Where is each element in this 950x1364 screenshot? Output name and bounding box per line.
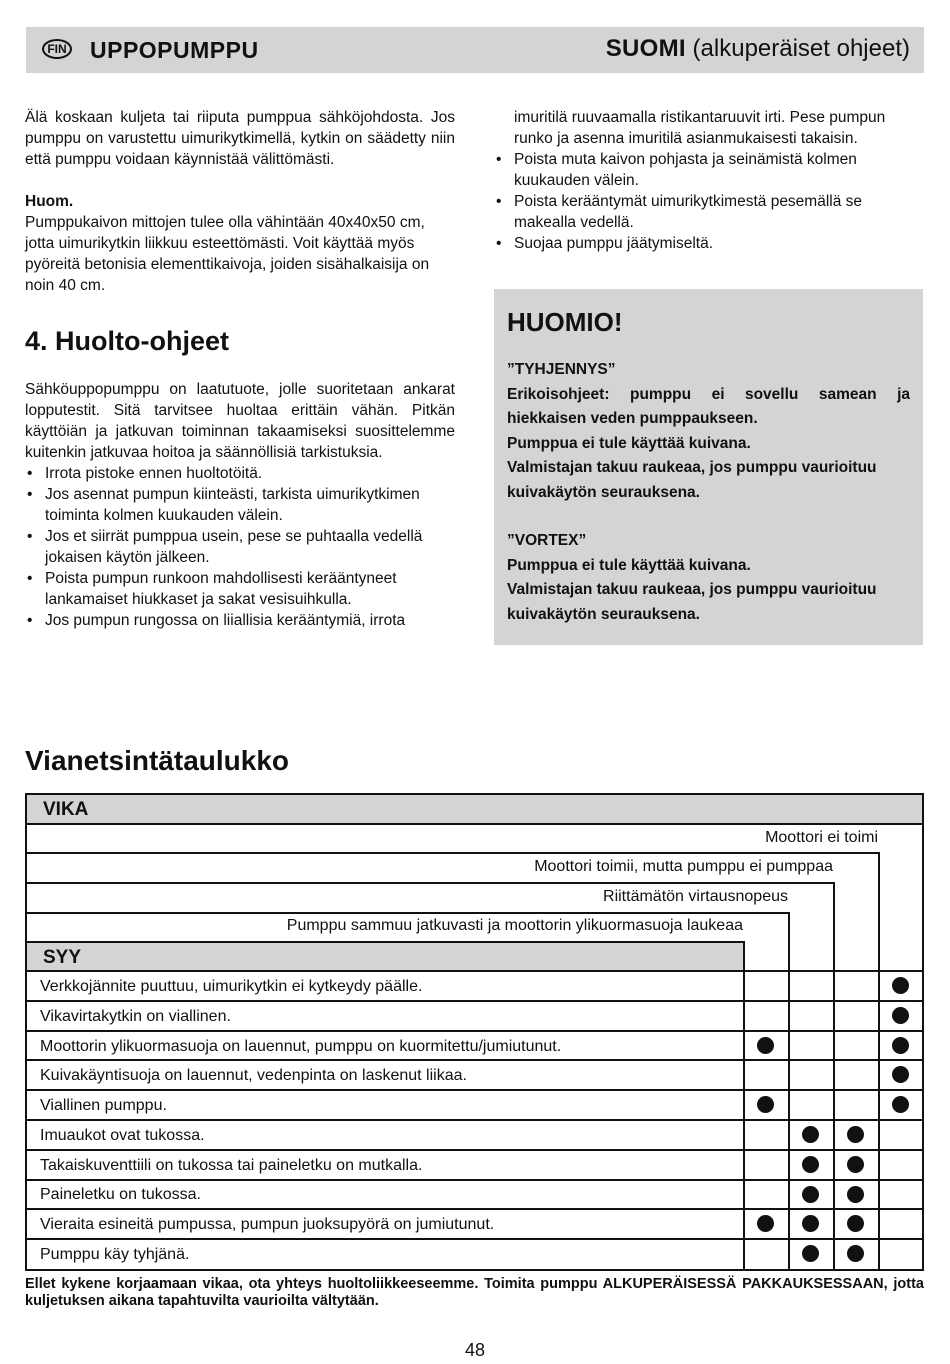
grid-line xyxy=(25,852,878,854)
note-title: Huom. xyxy=(25,193,74,210)
mark-dot xyxy=(892,1096,909,1113)
tyhjennys-label: ”TYHJENNYS” xyxy=(507,361,616,378)
grid-line xyxy=(833,882,835,1271)
tyhjennys-line: Pumppua ei tule käyttää kuivana. xyxy=(507,434,751,452)
list-item: • Jos pumpun rungossa on liiallisia kerääntymiä, irrota xyxy=(25,610,455,631)
note-text: Pumppukaivon mittojen tulee olla vähintään 40x40x50 cm, jotta uimurikytkin liikkuu esteettömästi. Voit käyttää myös pyöreitä betonisia elementtikaivoja, joiden sisähalkaisija on noin 40 cm. xyxy=(25,214,430,294)
grid-line xyxy=(25,1149,924,1151)
grid-line xyxy=(25,1179,924,1181)
list-item: • Poista muta kaivon pohjasta ja seinämistä kolmen kuukauden välein. xyxy=(494,149,924,191)
cause-label: Verkkojännite puuttuu, uimurikytkin ei kytkeydy päälle. xyxy=(40,978,423,995)
grid-line xyxy=(25,941,745,943)
grid-line xyxy=(25,912,788,914)
grid-line xyxy=(25,882,833,884)
maintenance-list xyxy=(25,463,455,631)
left-column-top xyxy=(25,107,455,296)
fault-label: Pumppu sammuu jatkuvasti ja moottorin ylikuormasuoja laukeaa xyxy=(286,917,743,934)
right-column xyxy=(494,107,924,254)
cause-label: Vikavirtakytkin on viallinen. xyxy=(40,1008,231,1025)
table-border-left xyxy=(25,793,27,1271)
mark-dot xyxy=(847,1126,864,1143)
product-title: UPPOPUMPPU xyxy=(90,37,259,63)
section-title: 4. Huolto-ohjeet xyxy=(25,326,229,356)
page-number: 48 xyxy=(464,1340,486,1360)
grid-line xyxy=(25,1000,924,1002)
grid-line xyxy=(25,1030,924,1032)
cause-header-label: SYY xyxy=(43,947,82,968)
language-title xyxy=(606,35,910,63)
maintenance-continuation: imuritilä ruuvaamalla ristikantaruuvit irti. Pese pumpun runko ja asenna imuritilä asianmukaisesti takaisin. xyxy=(514,109,886,147)
list-item: • Poista kerääntymät uimurikytkimestä pesemällä se makealla vedellä. xyxy=(494,191,924,233)
list-item: • Suojaa pumppu jäätymiseltä. xyxy=(494,233,924,254)
mark-dot xyxy=(892,1007,909,1024)
grid-line xyxy=(25,1059,924,1061)
warning-box xyxy=(494,289,923,645)
cause-label: Imuaukot ovat tukossa. xyxy=(40,1127,205,1144)
table-title: Vianetsintätaulukko xyxy=(25,745,290,776)
language-subtitle: (alkuperäiset ohjeet) xyxy=(685,35,910,62)
cause-label: Pumppu käy tyhjänä. xyxy=(40,1246,190,1263)
table-border-top xyxy=(25,793,924,795)
cause-label: Takaiskuventtiili on tukossa tai paineletku on mutkalla. xyxy=(40,1157,423,1174)
service-note: Ellet kykene korjaamaan vikaa, ota yhteys huoltoliikkeeseemme. Toimita pumppu ALKUPERÄISESSÄ PAKKAUKSESSAAN, jotta kuljetuksen aikana tapahtuvilta vaurioilta vältytään. xyxy=(25,1276,924,1309)
mark-dot xyxy=(802,1215,819,1232)
mark-dot xyxy=(892,1066,909,1083)
cause-label: Paineletku on tukossa. xyxy=(40,1186,201,1203)
list-item: • Poista pumpun runkoon mahdollisesti kerääntyneet lankamaiset hiukkaset ja sakat vesisuihkulla. xyxy=(25,568,455,610)
grid-line xyxy=(788,912,790,1271)
left-column-maintenance xyxy=(25,379,455,631)
mark-dot xyxy=(802,1186,819,1203)
troubleshooting-table xyxy=(25,793,924,1272)
fault-label: Moottori ei toimi xyxy=(765,829,878,846)
mark-dot xyxy=(757,1037,774,1054)
vortex-label: ”VORTEX” xyxy=(507,532,587,549)
vortex-line: Pumppua ei tule käyttää kuivana. xyxy=(507,556,751,574)
page-header xyxy=(26,27,924,73)
mark-dot xyxy=(802,1156,819,1173)
mark-dot xyxy=(892,977,909,994)
fault-header xyxy=(27,795,922,823)
transport-warning: Älä koskaan kuljeta tai riiputa pumppua sähköjohdosta. Jos pumppu on varustettu uimurikytkimellä, kytkin on säädetty niin että pumppu voidaan käynnistää välittömästi. xyxy=(25,109,455,168)
mark-dot xyxy=(847,1186,864,1203)
cause-label: Kuivakäyntisuoja on lauennut, vedenpinta on laskenut liikaa. xyxy=(40,1067,467,1084)
vortex-line: Valmistajan takuu raukeaa, jos pumppu vaurioituu kuivakäytön seurauksena. xyxy=(507,581,877,623)
mark-dot xyxy=(757,1096,774,1113)
tyhjennys-line: Valmistajan takuu raukeaa, jos pumppu vaurioituu kuivakäytön seurauksena. xyxy=(507,459,877,501)
cause-label: Viallinen pumppu. xyxy=(40,1097,167,1114)
list-item: • Irrota pistoke ennen huoltotöitä. xyxy=(25,463,455,484)
tyhjennys-line: Erikoisohjeet: pumppu ei sovellu samean ja hiekkaisen veden pumppaukseen. xyxy=(507,385,910,427)
cause-label: Vieraita esineitä pumpussa, pumpun juoksupyörä on jumiutunut. xyxy=(40,1216,495,1233)
mark-dot xyxy=(847,1245,864,1262)
list-item: • Jos et siirrät pumppua usein, pese se puhtaalla vedellä jokaisen käytön jälkeen. xyxy=(25,526,455,568)
mark-dot xyxy=(847,1215,864,1232)
grid-line xyxy=(25,1119,924,1121)
language-badge: FIN xyxy=(42,39,72,59)
cause-label: Moottorin ylikuormasuoja on lauennut, pumppu on kuormitettu/jumiutunut. xyxy=(40,1038,562,1055)
table-border-right xyxy=(922,793,924,1271)
grid-line xyxy=(743,941,745,1271)
fault-header-label: VIKA xyxy=(43,799,89,820)
language-name: SUOMI xyxy=(605,35,686,62)
mark-dot xyxy=(802,1245,819,1262)
maintenance-intro: Sähköuppopumppu on laatutuote, jolle suoritetaan ankarat lopputestit. Sitä tarvitsee huoltaa erittäin vähän. Pitkän käyttöiän ja jatkuvan toiminnan takaamiseksi suosittelemme kuitenkin jatkuvaa hoitoa ja säännöllisiä tarkistuksia. xyxy=(25,381,455,461)
cause-header xyxy=(27,943,743,971)
mark-dot xyxy=(757,1215,774,1232)
grid-line xyxy=(25,823,924,825)
fault-label: Riittämätön virtausnopeus xyxy=(603,888,788,905)
grid-line xyxy=(25,1089,924,1091)
grid-line xyxy=(25,1238,924,1240)
maintenance-list-continued xyxy=(494,149,924,254)
mark-dot xyxy=(847,1156,864,1173)
fault-label: Moottori toimii, mutta pumppu ei pumppaa xyxy=(534,858,833,875)
list-item: • Jos asennat pumpun kiinteästi, tarkista uimurikytkimen toiminta kolmen kuukauden välein. xyxy=(25,484,455,526)
mark-dot xyxy=(802,1126,819,1143)
mark-dot xyxy=(892,1037,909,1054)
warning-title: HUOMIO! xyxy=(507,307,623,337)
grid-line xyxy=(25,1208,924,1210)
